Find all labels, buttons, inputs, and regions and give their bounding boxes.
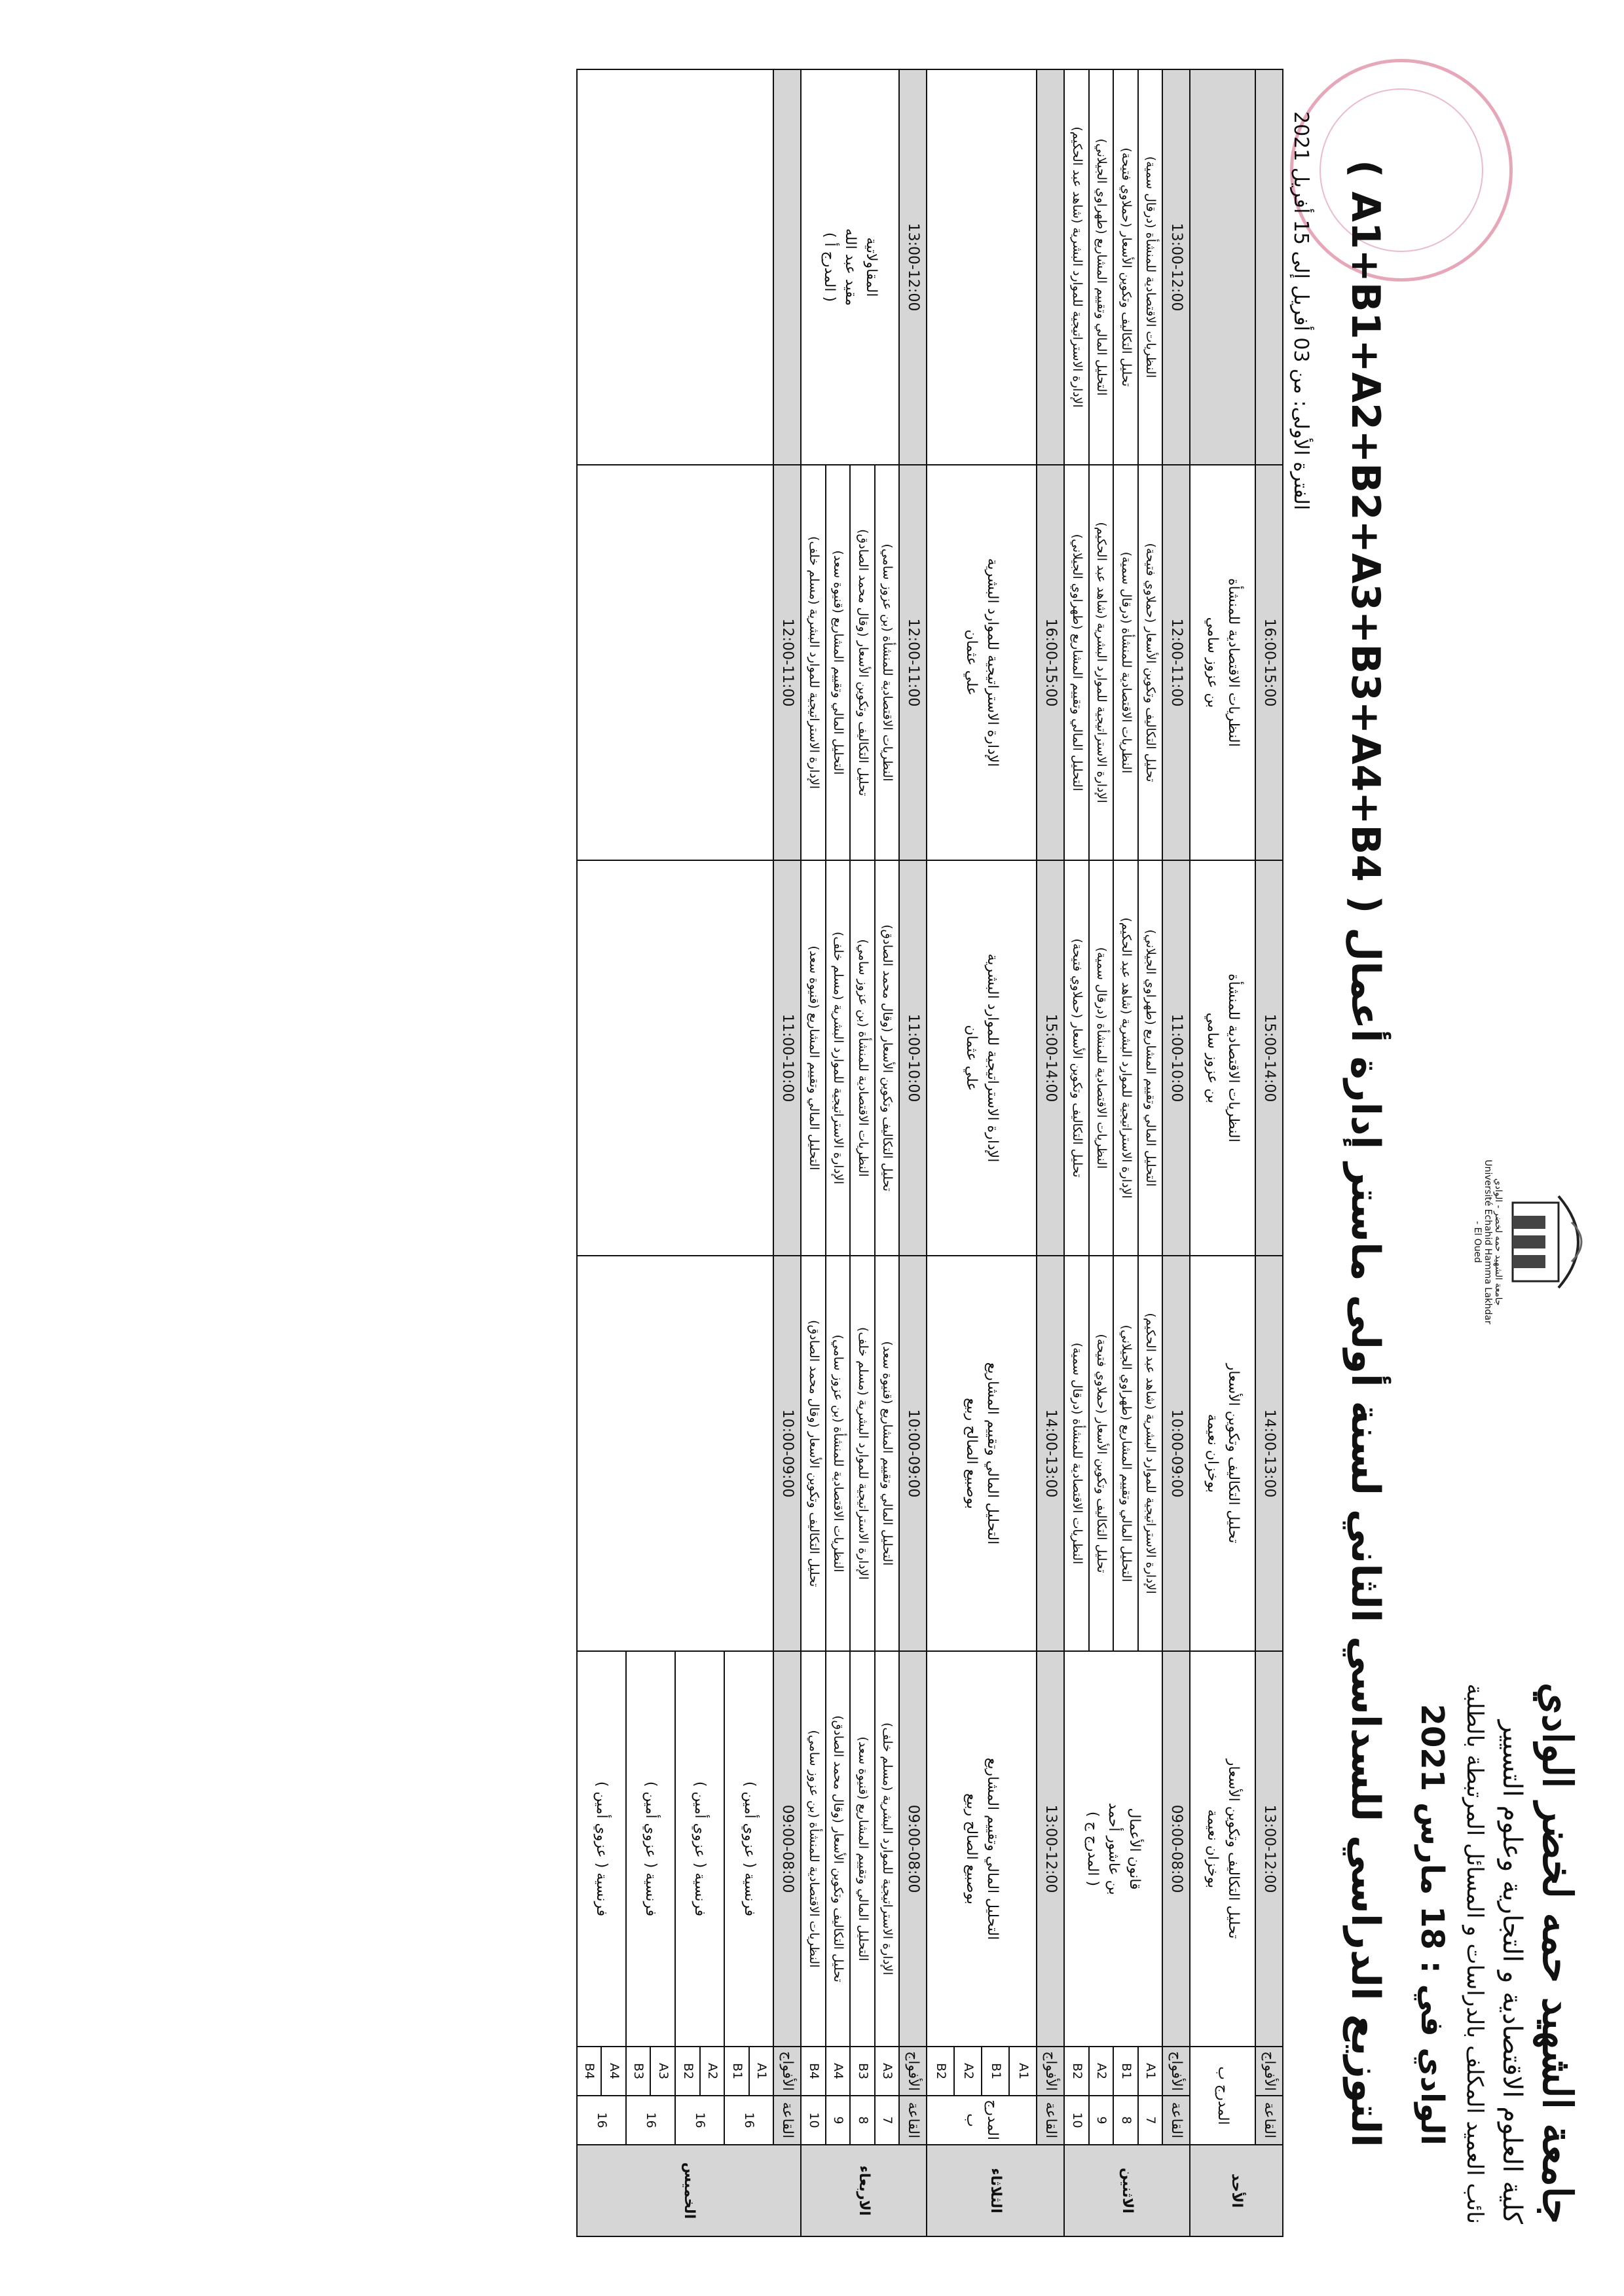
faculty-name: كلية العلوم الاقتصادية و التجارية وعلوم التسيير: [1497, 1720, 1528, 2224]
hall-number: 9: [1089, 2096, 1114, 2145]
day-tuesday: الثلاثاء: [927, 2145, 1064, 2236]
slot: 16:00-15:00: [1255, 465, 1283, 860]
tuesday-row: [1009, 69, 1037, 2236]
groups-header: الأفواج: [899, 2047, 927, 2096]
slot: 16:00-15:00: [1037, 465, 1064, 860]
schedule-cell: النظريات الاقتصادية للمنشأة (درقال سمية): [1089, 860, 1114, 1256]
day-wednesday: الاربعاء: [801, 2145, 927, 2236]
schedule-cell: فرنسية ( عزوي أمين ): [675, 1651, 724, 2047]
schedule-cell: تحليل التكاليف وتكوين الأسعار (حملاوي فتيحة): [1138, 465, 1163, 860]
slot: 11:00-10:00: [1162, 860, 1190, 1256]
schedule-cell: النظريات الاقتصادية للمنشأة (بن عزوز سامي): [801, 1651, 826, 2047]
sunday-header-row: [1255, 69, 1283, 2236]
group-code: A1: [749, 2047, 774, 2096]
thursday-row: [749, 69, 774, 2236]
logo-caption: جامعة الشهيد حمه لخضر - الوادي Université Echahid Hamma Lakhdar - El Oued: [1472, 1159, 1504, 1324]
schedule-cell: تحليل التكاليف وتكوين الأسعار (وقال محمد الصادق): [826, 1651, 851, 2047]
schedule-cell: تحليل التكاليف وتكوين الأسعار (وقال محمد الصادق): [801, 1256, 826, 1651]
day-sunday: الأحد: [1190, 2145, 1283, 2236]
document-date: الوادي في : 18 مارس 2021: [1414, 1704, 1450, 2145]
hall-header: القاعة: [1162, 2096, 1190, 2145]
schedule-cell: الإدارة الاستراتيجية للموارد البشرية (شاهد عبد الحكيم): [1089, 465, 1114, 860]
group-code: B2: [675, 2047, 700, 2096]
groups-header: الأفواج: [1037, 2047, 1064, 2096]
slot: 14:00-13:00: [1255, 1256, 1283, 1651]
university-logo: [1473, 1157, 1598, 1327]
group-code: A4: [826, 2047, 851, 2096]
hall-number: 16: [626, 2096, 675, 2145]
dean-office: نائب العميد المكلف بالدراسات و المسائل المرتبطة بالطلبة: [1462, 1683, 1488, 2224]
group-code: B1: [1113, 2047, 1138, 2096]
schedule-cell: الإدارة الاستراتيجية للموارد البشرية (مسلم خلف): [875, 1651, 900, 2047]
slot: 13:00-12:00: [899, 69, 927, 465]
schedule-cell: فرنسية ( عزوي أمين ): [626, 1651, 675, 2047]
hall-number: 8: [1113, 2096, 1138, 2145]
slot: 09:00-08:00: [773, 1651, 801, 2047]
group-code: A2: [700, 2047, 725, 2096]
group-code: B3: [626, 2047, 651, 2096]
slot: 13:00-12:00: [1255, 1651, 1283, 2047]
slot: 14:00-13:00: [1037, 1256, 1064, 1651]
schedule-cell: تحليل التكاليف وتكوين الأسعار (حملاوي فتيحة): [1113, 69, 1138, 465]
university-name: جامعة الشهيد حمه لخضر الوادي: [1534, 1683, 1581, 2224]
schedule-cell: الإدارة الاستراتيجية للموارد البشرية (مسلم خلف): [826, 860, 851, 1256]
slot: 11:00-10:00: [773, 860, 801, 1256]
tuesday-header-row: [1037, 69, 1064, 2236]
hall-number: 16: [675, 2096, 724, 2145]
thursday-header-row: [773, 69, 801, 2236]
schedule-cell: التحليل المالي وتقييم المشاريع بوصبيع الصالح ربيع: [927, 1651, 1037, 2047]
group-code: A2: [1089, 2047, 1114, 2096]
empty-cell: [927, 69, 1037, 465]
schedule-cell: الإدارة الاستراتيجية للموارد البشرية (مسلم خلف): [801, 465, 826, 860]
schedule-cell: التحليل المالي وتقييم المشاريع بوصبيع الصالح ربيع: [927, 1256, 1037, 1651]
slot: 15:00-14:00: [1037, 860, 1064, 1256]
schedule-table: [576, 69, 1283, 2237]
day-thursday: الخميس: [577, 2145, 801, 2236]
slot: 12:00-11:00: [1162, 465, 1190, 860]
schedule-cell: الإدارة الاستراتيجية للموارد البشرية علي عثمان: [927, 465, 1037, 860]
official-stamp: [1290, 59, 1513, 282]
logo-graphic: [1506, 1176, 1598, 1307]
schedule-cell: التحليل المالي وتقييم المشاريع (قنيوة سعد): [826, 465, 851, 860]
wednesday-row: [875, 69, 900, 2236]
monday-row: [1138, 69, 1163, 2236]
monday-header-row: [1162, 69, 1190, 2236]
slot: 10:00-09:00: [1162, 1256, 1190, 1651]
empty-cell: [1037, 69, 1064, 465]
schedule-cell: تحليل التكاليف وتكوين الأسعار (وقال محمد الصادق): [850, 465, 875, 860]
schedule-cell: النظريات الاقتصادية للمنشأة بن عزوز سامي: [1190, 860, 1255, 1256]
empty-cell: [773, 69, 801, 465]
schedule-cell: تحليل التكاليف وتكوين الأسعار (وقال محمد الصادق): [875, 860, 900, 1256]
schedule-cell: قانون الأعمال بن عاشور أحمد ( المدرج ج ): [1064, 1651, 1162, 2047]
schedule-cell: تحليل التكاليف وتكوين الأسعار (حملاوي فتيحة): [1089, 1256, 1114, 1651]
schedule-cell: فرنسية ( عزوي أمين ): [577, 1651, 626, 2047]
schedule-cell: النظريات الاقتصادية للمنشأة (بن عزوز سامي): [850, 860, 875, 1256]
sunday-row: [1190, 69, 1255, 2236]
group-code: A1: [1009, 2047, 1037, 2096]
header-block: [1459, 1683, 1585, 2224]
empty-cell: [577, 1256, 773, 1651]
group-code: A3: [650, 2047, 675, 2096]
slot: 12:00-11:00: [899, 465, 927, 860]
empty-cell: [577, 860, 773, 1256]
groups-header: الأفواج: [1255, 2047, 1283, 2096]
sunday-hall: المدرج ب: [1190, 2047, 1255, 2145]
hall-header: القاعة: [773, 2096, 801, 2145]
slot: 13:00-12:00: [1037, 1651, 1064, 2047]
group-code: A4: [601, 2047, 626, 2096]
hall-number: 10: [1064, 2096, 1089, 2145]
schedule-cell: النظريات الاقتصادية للمنشأة (درقال سمية): [1064, 1256, 1089, 1651]
slot: 10:00-09:00: [773, 1256, 801, 1651]
day-monday: الاثنين: [1064, 2145, 1190, 2236]
hall-header: القاعة: [899, 2096, 927, 2145]
group-code: B1: [982, 2047, 1009, 2096]
hall-header: القاعة: [1037, 2096, 1064, 2145]
hall-number: 8: [850, 2096, 875, 2145]
schedule-cell: النظريات الاقتصادية للمنشأة (بن عزوز سامي): [875, 465, 900, 860]
tuesday-hall: المدرج ب: [927, 2096, 1037, 2145]
schedule-cell: التحليل المالي وتقييم المشاريع (قنيوة سعد): [801, 860, 826, 1256]
slot: 09:00-08:00: [899, 1651, 927, 2047]
schedule-cell: التحليل المالي وتقييم المشاريع (قنيوة سعد): [875, 1256, 900, 1651]
schedule-cell: النظريات الاقتصادية للمنشأة (درقال سمية): [1113, 465, 1138, 860]
hall-number: 16: [724, 2096, 773, 2145]
empty-cell: [577, 465, 773, 860]
schedule-cell: المقاولاتية مقيد عبد الله ( المدرج أ ): [801, 69, 899, 465]
schedule-cell: التحليل المالي وتقييم المشاريع (طهراوي الجيلاني): [1138, 860, 1163, 1256]
slot: 15:00-14:00: [1255, 860, 1283, 1256]
hall-number: 7: [1138, 2096, 1163, 2145]
group-code: B2: [927, 2047, 954, 2096]
schedule-cell: الإدارة الاستراتيجية للموارد البشرية علي عثمان: [927, 860, 1037, 1256]
slot: 13:00-12:00: [1162, 69, 1190, 465]
empty-cell: [1190, 69, 1255, 465]
slot: 11:00-10:00: [899, 860, 927, 1256]
hall-number: 9: [826, 2096, 851, 2145]
schedule-cell: تحليل التكاليف وتكوين الأسعار (حملاوي فتيحة): [1064, 860, 1089, 1256]
schedule-cell: تحليل التكاليف وتكوين الأسعار بوخزان نعيمة: [1190, 1256, 1255, 1651]
slot: 12:00-11:00: [773, 465, 801, 860]
empty-cell: [1255, 69, 1283, 465]
schedule-cell: النظريات الاقتصادية للمنشأة بن عزوز سامي: [1190, 465, 1255, 860]
page-title: التوزيع الدراسي للسداسي الثاني لسنة أولى ماستر إدارة أعمال ( A1+B1+A2+B2+A3+B3+A4+B4 ): [1342, 160, 1388, 2147]
schedule-cell: النظريات الاقتصادية للمنشأة (درقال سمية): [1138, 69, 1163, 465]
groups-header: الأفواج: [1162, 2047, 1190, 2096]
schedule-cell: الإدارة الاستراتيجية للموارد البشرية (مسلم خلف): [850, 1256, 875, 1651]
group-code: A1: [1138, 2047, 1163, 2096]
schedule-cell: التحليل المالي وتقييم المشاريع (طهراوي الجيلاني): [1089, 69, 1114, 465]
schedule-cell: التحليل المالي وتقييم المشاريع (قنيوة سعد): [850, 1651, 875, 2047]
group-code: B3: [850, 2047, 875, 2096]
schedule-cell: التحليل المالي وتقييم المشاريع (طهراوي الجيلاني): [1113, 1256, 1138, 1651]
group-code: B4: [577, 2047, 602, 2096]
hall-number: 7: [875, 2096, 900, 2145]
groups-header: الأفواج: [773, 2047, 801, 2096]
period-1: الفترة الأولى: من 03 أفريل إلى 15 أفريل 2021: [1289, 111, 1312, 511]
schedule-cell: النظريات الاقتصادية للمنشأة (بن عزوز سامي): [826, 1256, 851, 1651]
schedule-cell: الإدارة الاستراتيجية للموارد البشرية (شاهد عبد الحكيم): [1113, 860, 1138, 1256]
group-code: A3: [875, 2047, 900, 2096]
schedule-cell: تحليل التكاليف وتكوين الأسعار بوخزان نعيمة: [1190, 1651, 1255, 2047]
empty-cell: [577, 69, 773, 465]
hall-number: 10: [801, 2096, 826, 2145]
group-code: B4: [801, 2047, 826, 2096]
schedule-cell: التحليل المالي وتقييم المشاريع (طهراوي الجيلاني): [1064, 465, 1089, 860]
slot: 10:00-09:00: [899, 1256, 927, 1651]
schedule-cell: الإدارة الاستراتيجية للموارد البشرية (شاهد عبد الحكيم): [1064, 69, 1089, 465]
group-code: B1: [724, 2047, 749, 2096]
slot: 09:00-08:00: [1162, 1651, 1190, 2047]
group-code: B2: [1064, 2047, 1089, 2096]
schedule-cell: الإدارة الاستراتيجية للموارد البشرية (شاهد عبد الحكيم): [1138, 1256, 1163, 1651]
schedule-cell: فرنسية ( عزوي أمين ): [724, 1651, 773, 2047]
hall-header: القاعة: [1255, 2096, 1283, 2145]
wednesday-header-row: [899, 69, 927, 2236]
hall-number: 16: [577, 2096, 626, 2145]
group-code: A2: [954, 2047, 982, 2096]
